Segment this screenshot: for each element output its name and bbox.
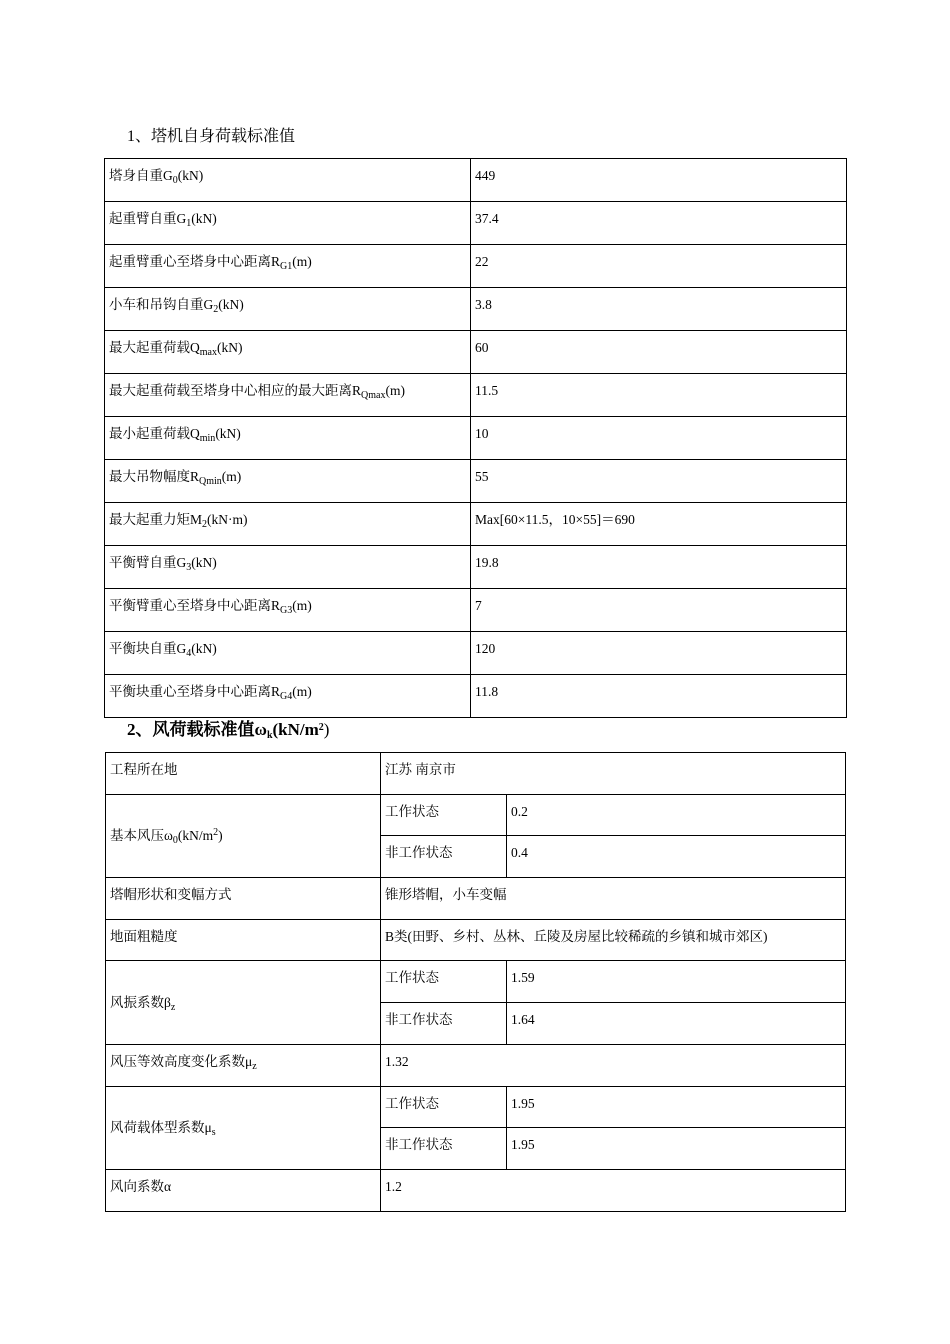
nonworking-state-value: 1.95 [507,1128,846,1170]
row-label: 最大起重荷载至塔身中心相应的最大距离$R_{Qmax}(m)$ [105,374,471,417]
row-label: 最大吊物幅度$R_{Qmin}(m)$ [105,460,471,503]
location-value: 江苏 南京市 [381,753,846,795]
wind-load-table [105,752,846,1212]
direction-value: 1.2 [381,1169,846,1211]
nonworking-state-label: 非工作状态 [381,836,507,878]
row-label: 塔身自重$G_0(kN)$ [105,159,471,202]
table-row [106,1044,846,1086]
height-coef-value: 1.32 [381,1044,846,1086]
table-row [105,589,847,632]
table-row [105,675,847,718]
table-row [106,878,846,920]
row-value: 60 [471,331,847,374]
table-row [106,753,846,795]
roughness-value: B类(田野、乡村、丛林、丘陵及房屋比较稀疏的乡镇和城市郊区) [381,919,846,961]
row-value: 120 [471,632,847,675]
row-value: 37.4 [471,202,847,245]
shape-coef-label: 风荷载体型系数$\mu_s$ [106,1086,381,1169]
table-row [105,288,847,331]
row-value: 11.8 [471,675,847,718]
row-value: 10 [471,417,847,460]
cap-shape-value: 锥形塔帽，小车变幅 [381,878,846,920]
row-value: 55 [471,460,847,503]
table-row [105,632,847,675]
row-label: 平衡块重心至塔身中心距离$R_{G4}(m)$ [105,675,471,718]
table-row [105,374,847,417]
row-label: 最大起重力矩$M_2(kN\cdot m)$ [105,503,471,546]
location-label: 工程所在地 [106,753,381,795]
table-row [106,919,846,961]
row-label: 平衡臂自重$G_3(kN)$ [105,546,471,589]
table-row [105,546,847,589]
section2-title: 2、风荷载标准值$\omega_k(kN/m^2)$ [127,720,330,741]
table-row [105,245,847,288]
table-row [106,961,846,1003]
row-value: 449 [471,159,847,202]
row-label: 起重臂重心至塔身中心距离$R_{G1}(m)$ [105,245,471,288]
row-value: 11.5 [471,374,847,417]
height-coef-label: 风压等效高度变化系数$\mu_z$ [106,1044,381,1086]
nonworking-state-value: 1.64 [507,1003,846,1045]
working-state-value: 1.59 [507,961,846,1003]
table-row [105,202,847,245]
row-value: 3.8 [471,288,847,331]
row-label: 小车和吊钩自重$G_2(kN)$ [105,288,471,331]
table-row [105,503,847,546]
vibration-label: 风振系数$\beta_z$ [106,961,381,1044]
table-row [106,1086,846,1128]
row-value: Max[60×11.5，10×55]＝690 [471,503,847,546]
row-value: 22 [471,245,847,288]
base-pressure-label: 基本风压$\omega_0(kN/m^2)$ [106,794,381,877]
row-label: 平衡臂重心至塔身中心距离$R_{G3}(m)$ [105,589,471,632]
cap-shape-label: 塔帽形状和变幅方式 [106,878,381,920]
tower-self-load-table [104,158,847,718]
working-state-label: 工作状态 [381,961,507,1003]
working-state-label: 工作状态 [381,794,507,836]
nonworking-state-label: 非工作状态 [381,1003,507,1045]
table-row [105,331,847,374]
row-label: 最大起重荷载$Q_{max}(kN)$ [105,331,471,374]
working-state-label: 工作状态 [381,1086,507,1128]
nonworking-state-value: 0.4 [507,836,846,878]
row-value: 7 [471,589,847,632]
roughness-label: 地面粗糙度 [106,919,381,961]
working-state-value: 0.2 [507,794,846,836]
section1-title: 1、塔机自身荷载标准值 [127,128,296,145]
table-row [106,1169,846,1211]
nonworking-state-label: 非工作状态 [381,1128,507,1170]
table-row [105,460,847,503]
row-label: 最小起重荷载$Q_{min}(kN)$ [105,417,471,460]
table-row [105,417,847,460]
table-row [106,794,846,836]
table-row [105,159,847,202]
row-label: 平衡块自重$G_4(kN)$ [105,632,471,675]
row-label: 起重臂自重$G_1(kN)$ [105,202,471,245]
row-value: 19.8 [471,546,847,589]
direction-label: 风向系数α [106,1169,381,1211]
working-state-value: 1.95 [507,1086,846,1128]
